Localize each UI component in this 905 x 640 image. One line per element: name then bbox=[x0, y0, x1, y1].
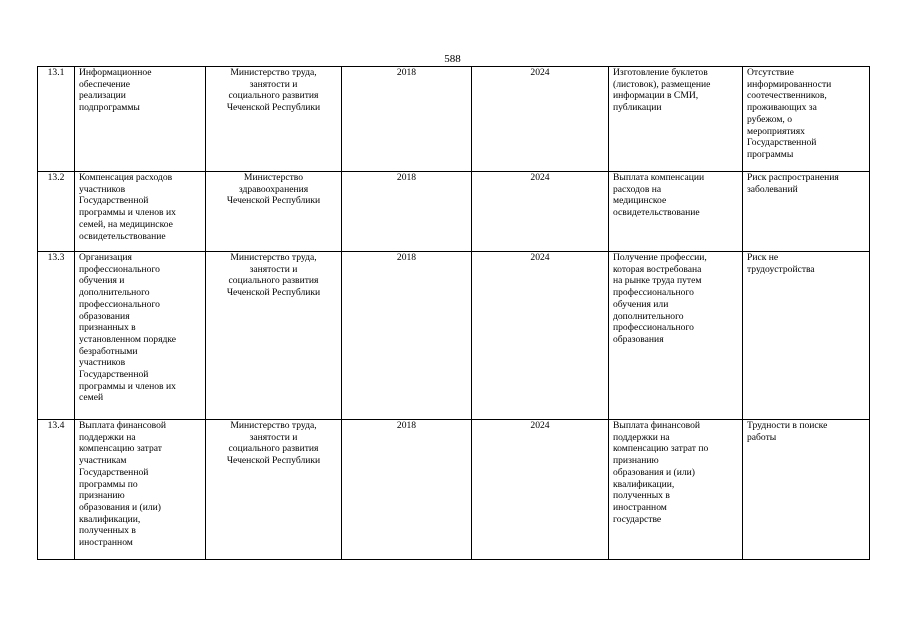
table-row bbox=[38, 67, 870, 172]
risk-cell: Отсутствие информированности соотечественников, проживающих за рубежом, о мероприятиях Государственной программы bbox=[743, 67, 870, 172]
risk-cell: Трудности в поиске работы bbox=[743, 420, 870, 560]
end-year-cell: 2024 bbox=[472, 172, 609, 252]
start-year-cell: 2018 bbox=[342, 172, 472, 252]
table-row bbox=[38, 172, 870, 252]
row-number-cell: 13.3 bbox=[38, 252, 75, 420]
table-row bbox=[38, 420, 870, 560]
activity-name-cell: Информационное обеспечение реализации подпрограммы bbox=[75, 67, 206, 172]
end-year-cell: 2024 bbox=[472, 252, 609, 420]
end-year-cell: 2024 bbox=[472, 67, 609, 172]
activity-name-cell: Организация профессионального обучения и дополнительного профессионального образования признанных в установленном порядке безработными участников Государственной программы и членов их семей bbox=[75, 252, 206, 420]
start-year-cell: 2018 bbox=[342, 252, 472, 420]
expected-result-cell: Выплата компенсации расходов на медицинское освидетельствование bbox=[609, 172, 743, 252]
program-activities-table bbox=[37, 66, 870, 560]
activity-name-cell: Выплата финансовой поддержки на компенсацию затрат участникам Государственной программы по признанию образования и (или) квалификации, полученных в иностранном bbox=[75, 420, 206, 560]
risk-cell: Риск не трудоустройства bbox=[743, 252, 870, 420]
expected-result-cell: Выплата финансовой поддержки на компенсацию затрат по признанию образования и (или) квалификации, полученных в иностранном государстве bbox=[609, 420, 743, 560]
expected-result-cell: Изготовление буклетов (листовок), размещение информации в СМИ, публикации bbox=[609, 67, 743, 172]
start-year-cell: 2018 bbox=[342, 67, 472, 172]
expected-result-cell: Получение профессии, которая востребована на рынке труда путем профессионального обучения или дополнительного профессионального образования bbox=[609, 252, 743, 420]
start-year-cell: 2018 bbox=[342, 420, 472, 560]
risk-cell: Риск распространения заболеваний bbox=[743, 172, 870, 252]
row-number-cell: 13.4 bbox=[38, 420, 75, 560]
activity-name-cell: Компенсация расходов участников Государственной программы и членов их семей, на медицинское освидетельствование bbox=[75, 172, 206, 252]
executor-cell: Министерство труда, занятости и социального развития Чеченской Республики bbox=[206, 420, 342, 560]
executor-cell: Министерство труда, занятости и социального развития Чеченской Республики bbox=[206, 252, 342, 420]
row-number-cell: 13.2 bbox=[38, 172, 75, 252]
end-year-cell: 2024 bbox=[472, 420, 609, 560]
table-row bbox=[38, 252, 870, 420]
executor-cell: Министерство здравоохранения Чеченской Республики bbox=[206, 172, 342, 252]
row-number-cell: 13.1 bbox=[38, 67, 75, 172]
executor-cell: Министерство труда, занятости и социального развития Чеченской Республики bbox=[206, 67, 342, 172]
page-number: 588 bbox=[444, 53, 461, 65]
